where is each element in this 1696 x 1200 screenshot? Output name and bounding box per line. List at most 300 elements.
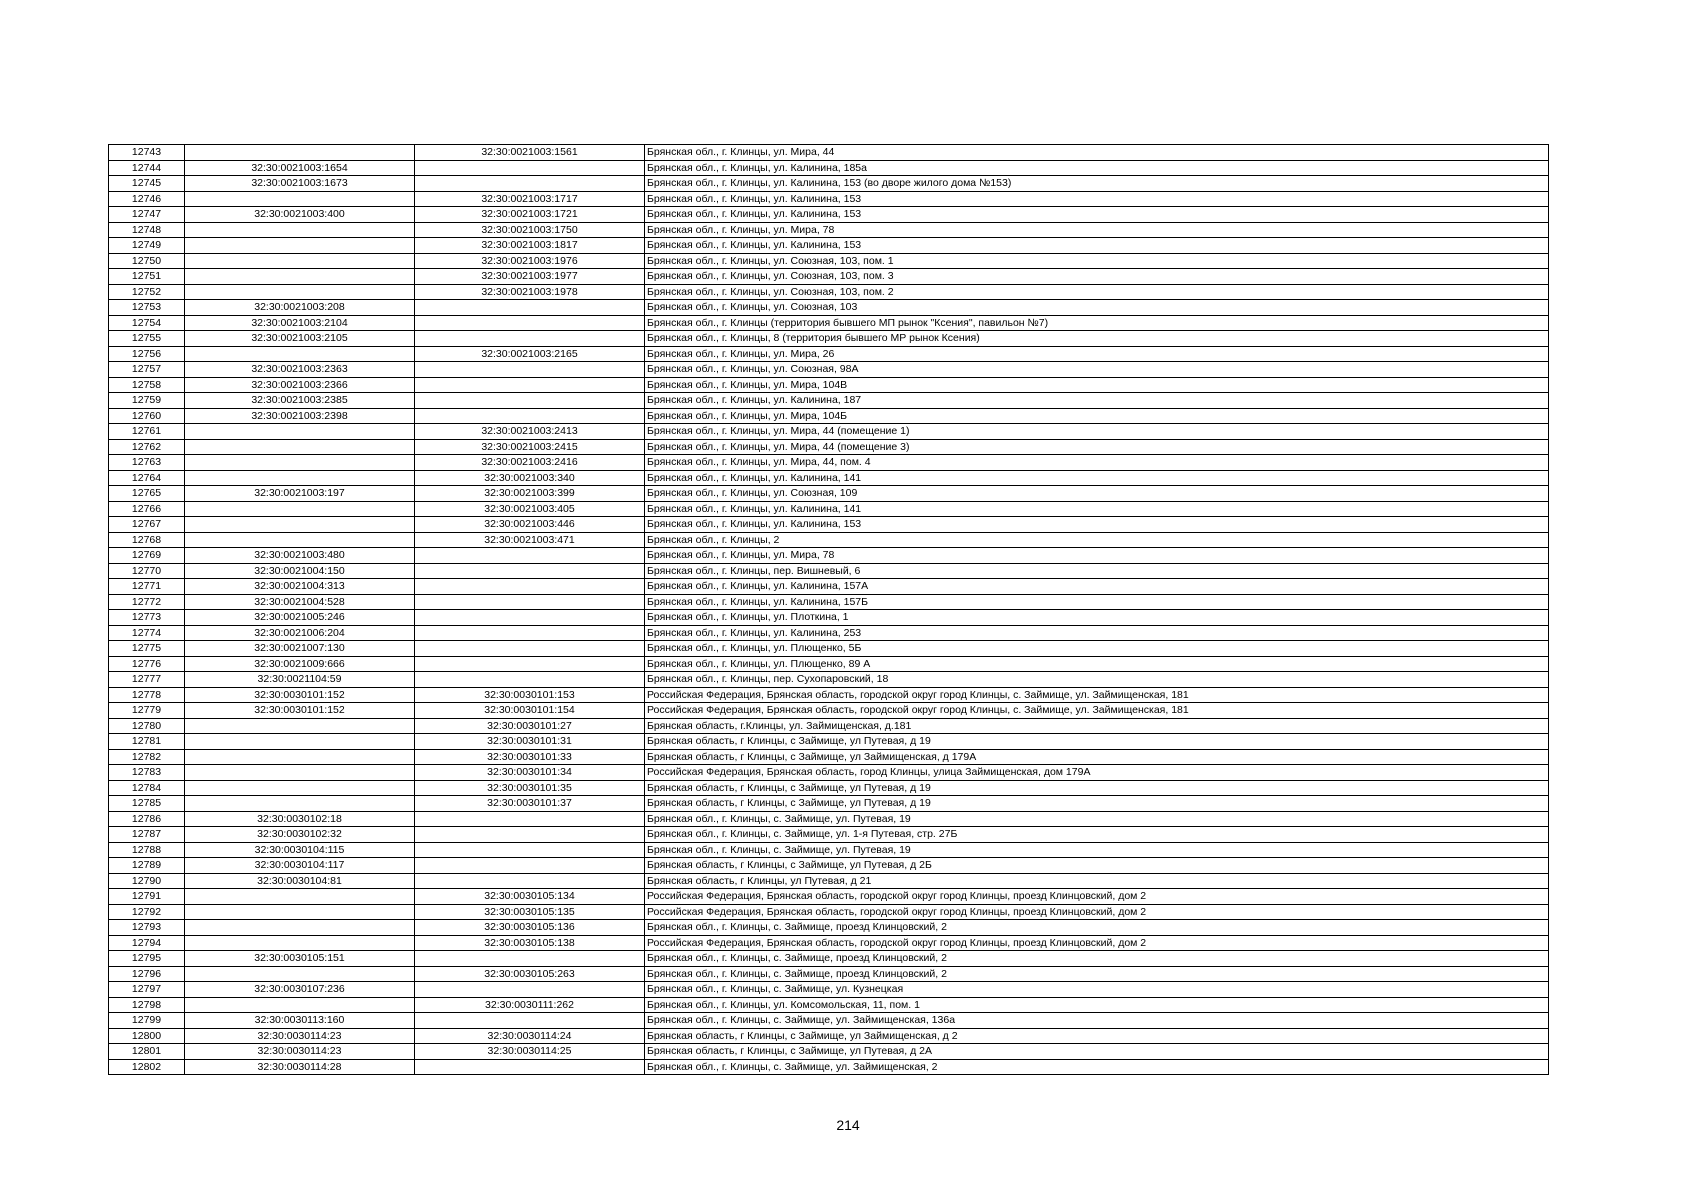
table-row [109, 191, 1549, 207]
table-row [109, 362, 1549, 378]
object-cadastral-number-cell [415, 408, 645, 424]
land-cadastral-number-cell: 32:30:0021004:528 [185, 594, 415, 610]
row-number-cell: 12785 [109, 796, 185, 812]
address-cell: Брянская обл., г. Клинцы, 8 (территория бывшего МР рынок Ксения) [645, 331, 1549, 347]
land-cadastral-number-cell: 32:30:0030113:160 [185, 1013, 415, 1029]
row-number-cell: 12801 [109, 1044, 185, 1060]
table-row [109, 749, 1549, 765]
table-row [109, 796, 1549, 812]
address-cell: Российская Федерация, Брянская область, городской округ город Клинцы, проезд Клинцовский, дом 2 [645, 904, 1549, 920]
object-cadastral-number-cell: 32:30:0021003:1717 [415, 191, 645, 207]
table-row [109, 253, 1549, 269]
land-cadastral-number-cell [185, 284, 415, 300]
object-cadastral-number-cell [415, 610, 645, 626]
land-cadastral-number-cell: 32:30:0021009:666 [185, 656, 415, 672]
table-row [109, 827, 1549, 843]
row-number-cell: 12766 [109, 501, 185, 517]
address-cell: Брянская обл., г. Клинцы, ул. Союзная, 103, пом. 1 [645, 253, 1549, 269]
object-cadastral-number-cell [415, 656, 645, 672]
address-cell: Брянская обл., г. Клинцы, ул. Калинина, 153 [645, 238, 1549, 254]
table-row [109, 1013, 1549, 1029]
address-cell: Брянская обл., г. Клинцы, с. Займище, ул. Займищенская, 136а [645, 1013, 1549, 1029]
object-cadastral-number-cell: 32:30:0021003:1977 [415, 269, 645, 285]
object-cadastral-number-cell: 32:30:0021003:471 [415, 532, 645, 548]
row-number-cell: 12767 [109, 517, 185, 533]
address-cell: Российская Федерация, Брянская область, городской округ город Клинцы, с. Займище, ул. Займищенская, 181 [645, 703, 1549, 719]
row-number-cell: 12765 [109, 486, 185, 502]
address-cell: Брянская обл., г. Клинцы, ул. Калинина, 141 [645, 470, 1549, 486]
object-cadastral-number-cell: 32:30:0030114:25 [415, 1044, 645, 1060]
land-cadastral-number-cell: 32:30:0021104:59 [185, 672, 415, 688]
object-cadastral-number-cell [415, 641, 645, 657]
table-row [109, 408, 1549, 424]
table-row [109, 269, 1549, 285]
address-cell: Брянская обл., г. Клинцы, ул. Калинина, 153 [645, 517, 1549, 533]
land-cadastral-number-cell [185, 780, 415, 796]
land-cadastral-number-cell: 32:30:0021006:204 [185, 625, 415, 641]
land-cadastral-number-cell: 32:30:0021003:197 [185, 486, 415, 502]
land-cadastral-number-cell [185, 765, 415, 781]
row-number-cell: 12778 [109, 687, 185, 703]
address-cell: Брянская обл., г. Клинцы, ул. Калинина, 153 (во дворе жилого дома №153) [645, 176, 1549, 192]
address-cell: Брянская обл., г. Клинцы, ул. Калинина, 187 [645, 393, 1549, 409]
object-cadastral-number-cell: 32:30:0030101:34 [415, 765, 645, 781]
table-row [109, 563, 1549, 579]
table-row [109, 594, 1549, 610]
object-cadastral-number-cell [415, 393, 645, 409]
land-cadastral-number-cell: 32:30:0030102:18 [185, 811, 415, 827]
land-cadastral-number-cell [185, 501, 415, 517]
address-cell: Брянская обл., г. Клинцы, ул. Мира, 78 [645, 222, 1549, 238]
row-number-cell: 12789 [109, 858, 185, 874]
address-cell: Брянская обл., г. Клинцы, ул. Мира, 44 (помещение 1) [645, 424, 1549, 440]
object-cadastral-number-cell [415, 951, 645, 967]
land-cadastral-number-cell [185, 269, 415, 285]
row-number-cell: 12773 [109, 610, 185, 626]
object-cadastral-number-cell: 32:30:0030101:37 [415, 796, 645, 812]
object-cadastral-number-cell: 32:30:0030105:263 [415, 966, 645, 982]
row-number-cell: 12749 [109, 238, 185, 254]
table-row [109, 873, 1549, 889]
land-cadastral-number-cell: 32:30:0021004:150 [185, 563, 415, 579]
row-number-cell: 12771 [109, 579, 185, 595]
row-number-cell: 12761 [109, 424, 185, 440]
row-number-cell: 12786 [109, 811, 185, 827]
address-cell: Брянская обл., г. Клинцы, ул. Союзная, 103, пом. 2 [645, 284, 1549, 300]
row-number-cell: 12797 [109, 982, 185, 998]
land-cadastral-number-cell: 32:30:0021004:313 [185, 579, 415, 595]
land-cadastral-number-cell [185, 439, 415, 455]
table-row [109, 625, 1549, 641]
land-cadastral-number-cell: 32:30:0021003:2105 [185, 331, 415, 347]
land-cadastral-number-cell [185, 238, 415, 254]
table-row [109, 703, 1549, 719]
object-cadastral-number-cell [415, 331, 645, 347]
land-cadastral-number-cell [185, 966, 415, 982]
address-cell: Брянская обл., г. Клинцы, ул. Мира, 44, пом. 4 [645, 455, 1549, 471]
row-number-cell: 12750 [109, 253, 185, 269]
object-cadastral-number-cell: 32:30:0030105:138 [415, 935, 645, 951]
land-cadastral-number-cell [185, 470, 415, 486]
object-cadastral-number-cell: 32:30:0021003:340 [415, 470, 645, 486]
object-cadastral-number-cell: 32:30:0021003:399 [415, 486, 645, 502]
row-number-cell: 12760 [109, 408, 185, 424]
table-row [109, 160, 1549, 176]
table-row [109, 904, 1549, 920]
land-cadastral-number-cell [185, 718, 415, 734]
row-number-cell: 12774 [109, 625, 185, 641]
row-number-cell: 12798 [109, 997, 185, 1013]
address-cell: Брянская обл., г. Клинцы, пер. Вишневый, 6 [645, 563, 1549, 579]
table-row [109, 672, 1549, 688]
address-cell: Брянская обл., г. Клинцы, ул. Плющенко, 89 А [645, 656, 1549, 672]
land-cadastral-number-cell: 32:30:0021007:130 [185, 641, 415, 657]
address-cell: Брянская обл., г. Клинцы, ул. Плоткина, 1 [645, 610, 1549, 626]
row-number-cell: 12793 [109, 920, 185, 936]
table-row [109, 765, 1549, 781]
row-number-cell: 12747 [109, 207, 185, 223]
address-cell: Брянская область, г Клинцы, с Займище, ул Путевая, д 2Б [645, 858, 1549, 874]
table-row [109, 424, 1549, 440]
address-cell: Брянская обл., г. Клинцы, с. Займище, проезд Клинцовский, 2 [645, 966, 1549, 982]
row-number-cell: 12794 [109, 935, 185, 951]
land-cadastral-number-cell [185, 253, 415, 269]
object-cadastral-number-cell: 32:30:0021003:1976 [415, 253, 645, 269]
land-cadastral-number-cell [185, 532, 415, 548]
table-row [109, 610, 1549, 626]
row-number-cell: 12792 [109, 904, 185, 920]
object-cadastral-number-cell: 32:30:0021003:2415 [415, 439, 645, 455]
address-cell: Брянская обл., г. Клинцы, ул. Калинина, 141 [645, 501, 1549, 517]
land-cadastral-number-cell: 32:30:0021003:1673 [185, 176, 415, 192]
row-number-cell: 12795 [109, 951, 185, 967]
table-row [109, 811, 1549, 827]
land-cadastral-number-cell: 32:30:0030114:28 [185, 1059, 415, 1075]
land-cadastral-number-cell [185, 749, 415, 765]
land-cadastral-number-cell [185, 222, 415, 238]
land-cadastral-number-cell: 32:30:0030104:117 [185, 858, 415, 874]
address-cell: Брянская обл., г. Клинцы, ул. Мира, 26 [645, 346, 1549, 362]
table-row [109, 331, 1549, 347]
table-row [109, 842, 1549, 858]
row-number-cell: 12759 [109, 393, 185, 409]
object-cadastral-number-cell [415, 594, 645, 610]
address-cell: Брянская обл., г. Клинцы, ул. Мира, 78 [645, 548, 1549, 564]
table-row [109, 1028, 1549, 1044]
row-number-cell: 12763 [109, 455, 185, 471]
table-row [109, 517, 1549, 533]
table-row [109, 207, 1549, 223]
address-cell: Брянская обл., г. Клинцы, ул. Союзная, 103 [645, 300, 1549, 316]
object-cadastral-number-cell: 32:30:0021003:405 [415, 501, 645, 517]
row-number-cell: 12756 [109, 346, 185, 362]
row-number-cell: 12796 [109, 966, 185, 982]
land-cadastral-number-cell: 32:30:0030101:152 [185, 703, 415, 719]
row-number-cell: 12755 [109, 331, 185, 347]
address-cell: Российская Федерация, Брянская область, городской округ город Клинцы, проезд Клинцовский, дом 2 [645, 935, 1549, 951]
row-number-cell: 12787 [109, 827, 185, 843]
address-cell: Брянская обл., г. Клинцы, ул. Калинина, 157Б [645, 594, 1549, 610]
address-cell: Брянская обл., г. Клинцы, ул. Мира, 44 [645, 145, 1549, 161]
row-number-cell: 12779 [109, 703, 185, 719]
row-number-cell: 12802 [109, 1059, 185, 1075]
table-row [109, 315, 1549, 331]
address-cell: Российская Федерация, Брянская область, городской округ город Клинцы, с. Займище, ул. Займищенская, 181 [645, 687, 1549, 703]
table-row [109, 997, 1549, 1013]
address-cell: Российская Федерация, Брянская область, город Клинцы, улица Займищенская, дом 179А [645, 765, 1549, 781]
object-cadastral-number-cell: 32:30:0021003:2416 [415, 455, 645, 471]
land-cadastral-number-cell [185, 191, 415, 207]
object-cadastral-number-cell [415, 362, 645, 378]
table-row [109, 687, 1549, 703]
row-number-cell: 12762 [109, 439, 185, 455]
object-cadastral-number-cell: 32:30:0030105:135 [415, 904, 645, 920]
address-cell: Брянская обл., г. Клинцы, ул. Союзная, 109 [645, 486, 1549, 502]
table-row [109, 951, 1549, 967]
address-cell: Брянская обл., г. Клинцы, с. Займище, ул. Путевая, 19 [645, 811, 1549, 827]
row-number-cell: 12776 [109, 656, 185, 672]
row-number-cell: 12751 [109, 269, 185, 285]
land-cadastral-number-cell: 32:30:0030101:152 [185, 687, 415, 703]
object-cadastral-number-cell: 32:30:0021003:1817 [415, 238, 645, 254]
table-row [109, 455, 1549, 471]
land-cadastral-number-cell: 32:30:0030104:115 [185, 842, 415, 858]
object-cadastral-number-cell [415, 1059, 645, 1075]
object-cadastral-number-cell: 32:30:0021003:446 [415, 517, 645, 533]
row-number-cell: 12780 [109, 718, 185, 734]
land-cadastral-number-cell [185, 455, 415, 471]
table-row [109, 222, 1549, 238]
land-cadastral-number-cell [185, 904, 415, 920]
land-cadastral-number-cell: 32:30:0021003:480 [185, 548, 415, 564]
row-number-cell: 12748 [109, 222, 185, 238]
table-row [109, 346, 1549, 362]
address-cell: Брянская область, г Клинцы, с Займище, ул Займищенская, д 2 [645, 1028, 1549, 1044]
address-cell: Брянская обл., г. Клинцы, ул. Союзная, 103, пом. 3 [645, 269, 1549, 285]
address-cell: Брянская обл., г. Клинцы, с. Займище, ул. Займищенская, 2 [645, 1059, 1549, 1075]
object-cadastral-number-cell: 32:30:0030105:136 [415, 920, 645, 936]
row-number-cell: 12784 [109, 780, 185, 796]
object-cadastral-number-cell [415, 842, 645, 858]
address-cell: Брянская обл., г. Клинцы, ул. Калинина, 185а [645, 160, 1549, 176]
land-cadastral-number-cell [185, 424, 415, 440]
row-number-cell: 12744 [109, 160, 185, 176]
table-row [109, 920, 1549, 936]
object-cadastral-number-cell [415, 672, 645, 688]
address-cell: Брянская обл., г. Клинцы, ул. Мира, 104Б [645, 408, 1549, 424]
table-row [109, 176, 1549, 192]
table-row [109, 532, 1549, 548]
object-cadastral-number-cell: 32:30:0021003:1561 [415, 145, 645, 161]
table-row [109, 966, 1549, 982]
table-row [109, 1044, 1549, 1060]
land-cadastral-number-cell: 32:30:0030114:23 [185, 1028, 415, 1044]
object-cadastral-number-cell [415, 873, 645, 889]
object-cadastral-number-cell: 32:30:0030114:24 [415, 1028, 645, 1044]
object-cadastral-number-cell: 32:30:0030101:27 [415, 718, 645, 734]
object-cadastral-number-cell [415, 858, 645, 874]
address-cell: Брянская область, г Клинцы, ул Путевая, д 21 [645, 873, 1549, 889]
page-number: 214 [836, 1117, 860, 1133]
land-cadastral-number-cell [185, 145, 415, 161]
address-cell: Брянская обл., г. Клинцы, с. Займище, проезд Клинцовский, 2 [645, 951, 1549, 967]
object-cadastral-number-cell [415, 1013, 645, 1029]
table-row [109, 377, 1549, 393]
address-cell: Брянская обл., г. Клинцы, ул. Калинина, 153 [645, 207, 1549, 223]
row-number-cell: 12788 [109, 842, 185, 858]
object-cadastral-number-cell: 32:30:0030101:154 [415, 703, 645, 719]
row-number-cell: 12745 [109, 176, 185, 192]
table-row [109, 1059, 1549, 1075]
land-cadastral-number-cell [185, 935, 415, 951]
land-cadastral-number-cell [185, 346, 415, 362]
land-cadastral-number-cell: 32:30:0030105:151 [185, 951, 415, 967]
table-row [109, 579, 1549, 595]
table-row [109, 145, 1549, 161]
object-cadastral-number-cell [415, 563, 645, 579]
address-cell: Брянская обл., г. Клинцы, 2 [645, 532, 1549, 548]
address-cell: Брянская область, г Клинцы, с Займище, ул Путевая, д 19 [645, 734, 1549, 750]
row-number-cell: 12775 [109, 641, 185, 657]
table-row [109, 935, 1549, 951]
row-number-cell: 12783 [109, 765, 185, 781]
row-number-cell: 12764 [109, 470, 185, 486]
table-row [109, 734, 1549, 750]
land-cadastral-number-cell: 32:30:0030104:81 [185, 873, 415, 889]
land-cadastral-number-cell: 32:30:0021003:400 [185, 207, 415, 223]
table-row [109, 858, 1549, 874]
address-cell: Брянская обл., г. Клинцы, ул. Союзная, 98А [645, 362, 1549, 378]
registry-table [108, 144, 1549, 1075]
table-row [109, 548, 1549, 564]
land-cadastral-number-cell: 32:30:0030107:236 [185, 982, 415, 998]
land-cadastral-number-cell: 32:30:0021003:208 [185, 300, 415, 316]
address-cell: Брянская область, г Клинцы, с Займище, ул Путевая, д 2А [645, 1044, 1549, 1060]
land-cadastral-number-cell: 32:30:0021003:2104 [185, 315, 415, 331]
object-cadastral-number-cell: 32:30:0030105:134 [415, 889, 645, 905]
object-cadastral-number-cell: 32:30:0021003:1978 [415, 284, 645, 300]
row-number-cell: 12757 [109, 362, 185, 378]
row-number-cell: 12790 [109, 873, 185, 889]
land-cadastral-number-cell: 32:30:0021005:246 [185, 610, 415, 626]
land-cadastral-number-cell: 32:30:0021003:2385 [185, 393, 415, 409]
address-cell: Брянская область, г Клинцы, с Займище, ул Путевая, д 19 [645, 796, 1549, 812]
object-cadastral-number-cell [415, 982, 645, 998]
registry-table-body [109, 145, 1549, 1075]
row-number-cell: 12800 [109, 1028, 185, 1044]
address-cell: Брянская обл., г. Клинцы (территория бывшего МП рынок "Ксения", павильон №7) [645, 315, 1549, 331]
address-cell: Брянская обл., г. Клинцы, ул. Калинина, 157А [645, 579, 1549, 595]
address-cell: Брянская обл., г. Клинцы, ул. Мира, 44 (помещение 3) [645, 439, 1549, 455]
address-cell: Брянская обл., г. Клинцы, с. Займище, ул. Кузнецкая [645, 982, 1549, 998]
row-number-cell: 12781 [109, 734, 185, 750]
table-row [109, 470, 1549, 486]
table-row [109, 718, 1549, 734]
object-cadastral-number-cell: 32:30:0030101:31 [415, 734, 645, 750]
address-cell: Брянская область, г Клинцы, с Займище, ул Путевая, д 19 [645, 780, 1549, 796]
address-cell: Брянская обл., г. Клинцы, пер. Сухопаровский, 18 [645, 672, 1549, 688]
table-row [109, 284, 1549, 300]
table-row [109, 780, 1549, 796]
land-cadastral-number-cell: 32:30:0030114:23 [185, 1044, 415, 1060]
land-cadastral-number-cell: 32:30:0021003:2398 [185, 408, 415, 424]
object-cadastral-number-cell: 32:30:0030101:35 [415, 780, 645, 796]
land-cadastral-number-cell [185, 796, 415, 812]
land-cadastral-number-cell [185, 889, 415, 905]
row-number-cell: 12743 [109, 145, 185, 161]
object-cadastral-number-cell [415, 827, 645, 843]
address-cell: Российская Федерация, Брянская область, городской округ город Клинцы, проезд Клинцовский, дом 2 [645, 889, 1549, 905]
address-cell: Брянская обл., г. Клинцы, ул. Калинина, 153 [645, 191, 1549, 207]
address-cell: Брянская обл., г. Клинцы, с. Займище, ул. Путевая, 19 [645, 842, 1549, 858]
land-cadastral-number-cell: 32:30:0021003:2363 [185, 362, 415, 378]
row-number-cell: 12799 [109, 1013, 185, 1029]
object-cadastral-number-cell: 32:30:0021003:2165 [415, 346, 645, 362]
land-cadastral-number-cell [185, 997, 415, 1013]
table-row [109, 889, 1549, 905]
land-cadastral-number-cell [185, 920, 415, 936]
object-cadastral-number-cell [415, 377, 645, 393]
object-cadastral-number-cell: 32:30:0021003:1750 [415, 222, 645, 238]
object-cadastral-number-cell: 32:30:0030101:33 [415, 749, 645, 765]
table-row [109, 238, 1549, 254]
land-cadastral-number-cell [185, 734, 415, 750]
address-cell: Брянская обл., г. Клинцы, с. Займище, ул. 1-я Путевая, стр. 27Б [645, 827, 1549, 843]
object-cadastral-number-cell [415, 176, 645, 192]
table-row [109, 501, 1549, 517]
object-cadastral-number-cell: 32:30:0030111:262 [415, 997, 645, 1013]
row-number-cell: 12782 [109, 749, 185, 765]
row-number-cell: 12754 [109, 315, 185, 331]
table-row [109, 300, 1549, 316]
object-cadastral-number-cell: 32:30:0021003:2413 [415, 424, 645, 440]
address-cell: Брянская обл., г. Клинцы, ул. Мира, 104В [645, 377, 1549, 393]
row-number-cell: 12769 [109, 548, 185, 564]
row-number-cell: 12758 [109, 377, 185, 393]
object-cadastral-number-cell [415, 811, 645, 827]
row-number-cell: 12777 [109, 672, 185, 688]
address-cell: Брянская область, г Клинцы, с Займище, ул Займищенская, д 179А [645, 749, 1549, 765]
object-cadastral-number-cell [415, 625, 645, 641]
address-cell: Брянская область, г.Клинцы, ул. Займищенская, д.181 [645, 718, 1549, 734]
object-cadastral-number-cell [415, 548, 645, 564]
object-cadastral-number-cell [415, 579, 645, 595]
address-cell: Брянская обл., г. Клинцы, с. Займище, проезд Клинцовский, 2 [645, 920, 1549, 936]
land-cadastral-number-cell: 32:30:0030102:32 [185, 827, 415, 843]
row-number-cell: 12752 [109, 284, 185, 300]
row-number-cell: 12770 [109, 563, 185, 579]
row-number-cell: 12791 [109, 889, 185, 905]
land-cadastral-number-cell: 32:30:0021003:1654 [185, 160, 415, 176]
land-cadastral-number-cell: 32:30:0021003:2366 [185, 377, 415, 393]
registry-table-container [108, 144, 1548, 1075]
address-cell: Брянская обл., г. Клинцы, ул. Плющенко, 5Б [645, 641, 1549, 657]
object-cadastral-number-cell [415, 315, 645, 331]
table-row [109, 982, 1549, 998]
object-cadastral-number-cell: 32:30:0021003:1721 [415, 207, 645, 223]
table-row [109, 486, 1549, 502]
object-cadastral-number-cell: 32:30:0030101:153 [415, 687, 645, 703]
row-number-cell: 12746 [109, 191, 185, 207]
row-number-cell: 12768 [109, 532, 185, 548]
row-number-cell: 12753 [109, 300, 185, 316]
land-cadastral-number-cell [185, 517, 415, 533]
table-row [109, 641, 1549, 657]
table-row [109, 439, 1549, 455]
table-row [109, 656, 1549, 672]
object-cadastral-number-cell [415, 300, 645, 316]
row-number-cell: 12772 [109, 594, 185, 610]
